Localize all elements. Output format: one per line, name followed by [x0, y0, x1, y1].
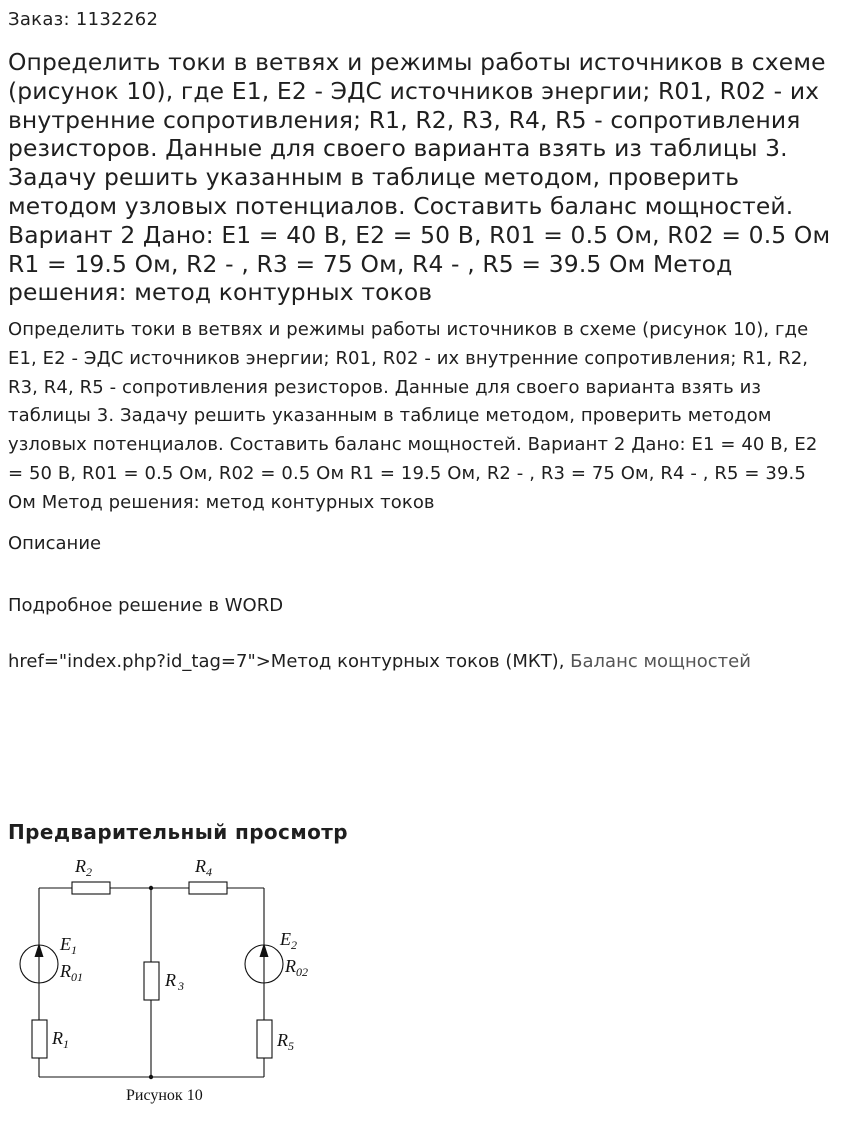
label-e1: $E_1$ — [60, 934, 77, 957]
label-e2: $E_2$ — [280, 929, 297, 952]
tags-line — [8, 650, 751, 674]
resistor-r5 — [257, 1020, 272, 1058]
label-r1: $R_1$ — [52, 1028, 69, 1051]
description-label: Описание — [8, 533, 102, 554]
tags-raw-text: href="index.php?id_tag=7">Метод контурных токов (МКТ), — [8, 651, 571, 672]
junction-dot — [149, 1075, 153, 1079]
resistor-r2 — [72, 882, 110, 894]
label-r01: $R_{01}$ — [60, 961, 83, 984]
label-r4: $R_4$ — [195, 856, 212, 879]
order-number: Заказ: 1132262 — [8, 9, 159, 30]
label-r2: $R_2$ — [75, 856, 92, 879]
label-r02: $R_{02}$ — [285, 956, 308, 979]
label-r3: R $_3$ — [165, 970, 184, 993]
junction-dot — [149, 886, 153, 890]
task-description: Определить токи в ветвях и режимы работы источников в схеме (рисунок 10), где E1, E2 - ЭДС источников энергии; R01, R02 - их внутренние сопротивления; R1, R2, R3, R4, R5 - сопротивления резисторов. Данные для своего варианта взять из таблицы 3. Задачу решить указанным в таблице методом, проверить методом узловых потенциалов. Составить баланс мощностей. Вариант 2 Дано: E1 = 40 В, E2 = 50 В, R01 = 0.5 Ом, R02 = 0.5 Ом R1 = 19.5 Ом, R2 - , R3 = 75 Ом, R4 - , R5 = 39.5 Ом Метод решения: метод контурных токов — [8, 319, 818, 513]
label-r5: $R_5$ — [277, 1030, 294, 1053]
resistor-r1 — [32, 1020, 47, 1058]
tag-link-power-balance[interactable]: Баланс мощностей — [570, 651, 751, 672]
page-title: Определить токи в ветвях и режимы работы источников в схеме (рисунок 10), где E1, E2 - ЭДС источников энергии; R01, R02 - их внутренние сопротивления; R1, R2, R3, R4, R5 - сопротивления резисторов. Данные для своего варианта взять из таблицы 3. Задачу решить указанным в таблице методом, проверить методом узловых потенциалов. Составить баланс мощностей. Вариант 2 Дано: E1 = 40 В, E2 = 50 В, R01 = 0.5 Ом, R02 = 0.5 Ом R1 = 19.5 Ом, R2 - , R3 = 75 Ом, R4 - , R5 = 39.5 Ом Метод решения: метод контурных токов — [8, 48, 831, 307]
circuit-diagram — [0, 846, 330, 1111]
preview-title: Предварительный просмотр — [8, 820, 348, 844]
solution-note: Подробное решение в WORD — [8, 595, 284, 616]
resistor-r3 — [144, 962, 159, 1000]
resistor-r4 — [189, 882, 227, 894]
figure-caption: Рисунок 10 — [126, 1087, 203, 1104]
